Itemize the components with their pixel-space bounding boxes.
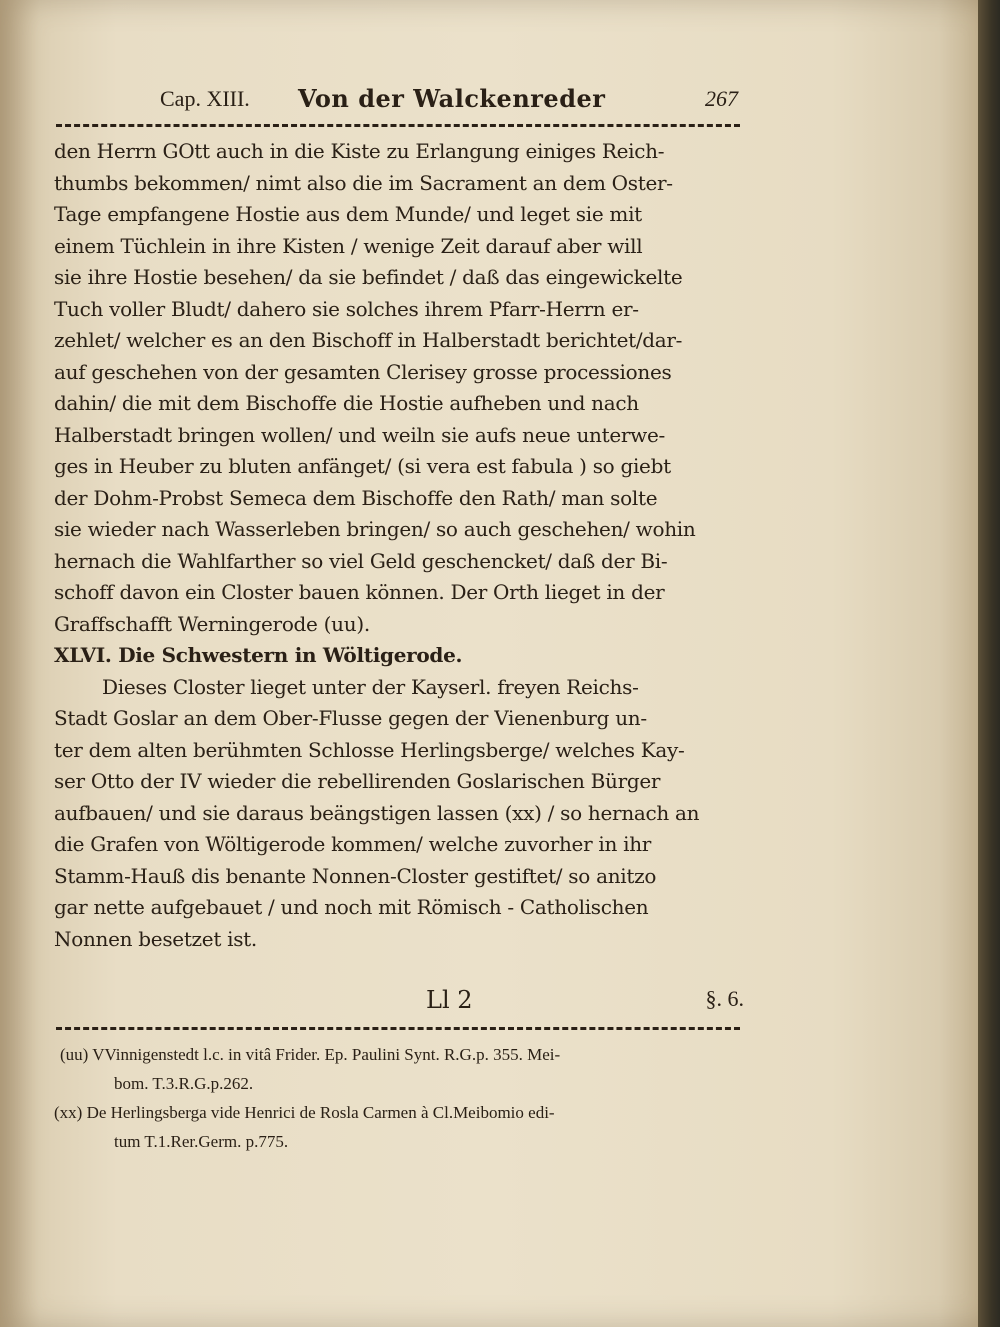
section-heading: XLVI. Die Schwestern in Wöltigerode.: [54, 643, 463, 667]
text-line: Tuch voller Bludt/ dahero sie solches ihrem Pfarr-Herrn er-: [54, 296, 639, 321]
text-line: gar nette aufgebauet / und noch mit Römisch - Catholischen: [54, 895, 649, 919]
text-line: der Dohm-Probst Semeca dem Bischoffe den Rath/ man solte: [54, 485, 658, 510]
chapter-label: Cap. XIII.: [160, 86, 250, 111]
main-text: [54, 136, 754, 955]
running-head: [160, 82, 750, 122]
text-line: ser Otto der IV wieder die rebellirenden Goslarischen Bürger: [54, 769, 661, 793]
catchword: §. 6.: [705, 986, 744, 1011]
signature-mark: Ll 2: [426, 986, 473, 1014]
text-line: schoff davon ein Closter bauen können. Der Orth lieget in der: [54, 580, 665, 604]
footnotes: [54, 1040, 754, 1156]
text-line: ter dem alten berühmten Schlosse Herlingsberge/ welches Kay-: [54, 737, 685, 762]
text-line: hernach die Wahlfarther so viel Geld geschencket/ daß der Bi-: [54, 548, 668, 573]
text-line: zehlet/ welcher es an den Bischoff in Halberstadt berichtet/dar-: [54, 328, 683, 352]
text-line: Graffschafft Werningerode (uu).: [54, 611, 370, 636]
running-title: Von der Walckenreder: [298, 84, 606, 113]
text-line: dahin/ die mit dem Bischoffe die Hostie aufheben und nach: [54, 391, 639, 415]
page-number: 267: [705, 86, 738, 111]
text-line: Stamm-Hauß dis benante Nonnen-Closter gestiftet/ so anitzo: [54, 863, 657, 888]
text-line: auf geschehen von der gesamten Clerisey grosse processiones: [54, 359, 672, 384]
text-line: Dieses Closter lieget unter der Kayserl. freyen Reichs-: [102, 674, 639, 699]
text-line: aufbauen/ und sie daraus beängstigen lassen (xx) / so hernach an: [54, 800, 700, 825]
header-rule: [56, 124, 740, 127]
signature-row: [54, 986, 744, 1020]
text-line: Halberstadt bringen wollen/ und weiln sie aufs neue unterwe-: [54, 422, 665, 447]
footnote-xx: (xx) De Herlingsberga vide Henrici de Rosla Carmen à Cl.Meibomio edi-: [54, 1103, 555, 1122]
text-line: sie wieder nach Wasserleben bringen/ so auch geschehen/ wohin: [54, 517, 696, 541]
text-line: Stadt Goslar an dem Ober-Flusse gegen der Vienenburg un-: [54, 706, 647, 730]
footnote-uu: (uu) VVinnigenstedt l.c. in vitâ Frider. Ep. Paulini Synt. R.G.p. 355. Mei-: [60, 1045, 561, 1064]
text-line: den Herrn GOtt auch in die Kiste zu Erlangung einiges Reich-: [54, 139, 665, 163]
text-line: Nonnen besetzet ist.: [54, 926, 257, 951]
footnote-rule: [56, 1027, 740, 1030]
text-line: ges in Heuber zu bluten anfänget/ (si vera est fabula ) so giebt: [54, 454, 671, 478]
book-edge: [978, 0, 1000, 1327]
text-line: Tage empfangene Hostie aus dem Munde/ und leget sie mit: [54, 202, 642, 226]
footnote-uu-continued: bom. T.3.R.G.p.262.: [114, 1074, 254, 1093]
text-line: einem Tüchlein in ihre Kisten / wenige Zeit darauf aber will: [54, 233, 643, 258]
text-line: thumbs bekommen/ nimt also die im Sacrament an dem Oster-: [54, 170, 673, 195]
text-line: sie ihre Hostie besehen/ da sie befindet / daß das eingewickelte: [54, 265, 683, 289]
footnote-xx-continued: tum T.1.Rer.Germ. p.775.: [114, 1132, 289, 1151]
text-line: die Grafen von Wöltigerode kommen/ welche zuvorher in ihr: [54, 832, 652, 856]
